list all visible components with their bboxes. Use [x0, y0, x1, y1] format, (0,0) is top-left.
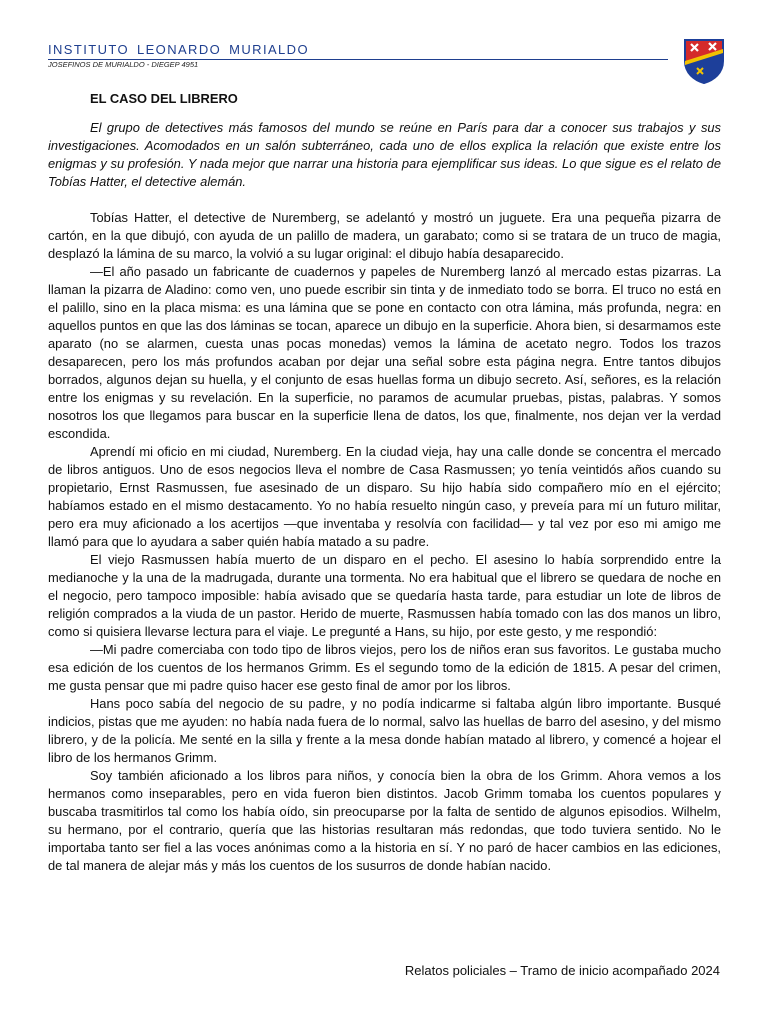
story-paragraph: —El año pasado un fabricante de cuadernos y papeles de Nuremberg lanzó al mercado estas pizarras. La llaman la pizarra de Aladino: como ven, uno puede escribir sin tinta y de inmediato todo se borra. El truco no está en el palillo, sino en la placa misma: es una lámina que se pone en contacto con otra lámina, más profunda, negra: en aquellos puntos en que las dos láminas se tocan, aparece un dibujo en la superficie. Ahora bien, si desarmamos este aparato (no se alarmen, cuesta unas pocas monedas) vemos la lámina de acetato negro. Todos los trazos desaparecen, pero los más profundos acaban por dejar una señal sobre esta página negra. Entre tantos dibujos borrados, algunos dejan su huella, y el conjunto de esas huellas forma un dibujo secreto. Así, señores, es la relación entre los enigmas y su revelación. En la superficie, no paramos de acumular pruebas, pistas, palabras. Y somos nosotros los que llegamos para buscar en la superficie llena de datos, los que, finalmente, nos dejan ver la verdad escondida. [48, 264, 721, 441]
story-title: EL CASO DEL LIBRERO [90, 91, 238, 106]
story-paragraph: Tobías Hatter, el detective de Nuremberg, se adelantó y mostró un juguete. Era una pequeña pizarra de cartón, en la que dibujó, con ayuda de un palillo de madera, un garabato; como si se tratara de un truco de magia, desplazó la lámina de su marco, la volvió a su lugar original: el dibujo había desaparecido. [48, 210, 721, 261]
school-name: INSTITUTO LEONARDO MURIALDO [48, 42, 309, 57]
document-body [48, 90, 721, 875]
page-header [48, 42, 668, 70]
story-intro: El grupo de detectives más famosos del mundo se reúne en París para dar a conocer sus trabajos y sus investigaciones. Acomodados en un salón subterráneo, cada uno de ellos explica la relación que existe entre los enigmas y su profesión. Y nada mejor que narrar una historia para ejemplificar sus ideas. Lo que sigue es el relato de Tobías Hatter, el detective alemán. [48, 120, 721, 189]
school-crest-icon [683, 37, 725, 85]
story-paragraph: —Mi padre comerciaba con todo tipo de libros viejos, pero los de niños eran sus favoritos. Le gustaba mucho esa edición de los cuentos de los hermanos Grimm. Es el segundo tomo de la edición de 1815. A pesar del crimen, me gusta pensar que mi padre quiso hacer ese gesto final de amor por los libros. [48, 642, 721, 693]
story-paragraph: El viejo Rasmussen había muerto de un disparo en el pecho. El asesino lo había sorprendido entre la medianoche y la una de la madrugada, durante una tormenta. No era habitual que el librero se quedara de noche en el negocio, pero tampoco imposible: había avisado que se quedaría hasta tarde, para estudiar un lote de libros de religión comprados a la viuda de un pastor. Herido de muerte, Rasmussen había tomado con las dos manos un libro, como si quisiera llevarse lectura para el viaje. Le pregunté a Hans, su hijo, por este gesto, y me respondió: [48, 552, 721, 639]
story-paragraph: Aprendí mi oficio en mi ciudad, Nuremberg. En la ciudad vieja, hay una calle donde se concentra el mercado de libros antiguos. Uno de esos negocios lleva el nombre de Casa Rasmussen; yo tenía veintidós años cuando su propietario, Ernst Rasmussen, fue asesinado de un disparo. Su hijo había sido compañero mío en el ejército; habíamos estado en el mismo destacamento. Yo no había resuelto ningún caso, y preveía para mí un futuro militar, pero era muy aficionado a los acertijos —que inventaba y resolvía con facilidad— y tal vez por eso mi amigo me llamó para que lo ayudara a saber quién había matado a su padre. [48, 444, 721, 549]
story-paragraph: Soy también aficionado a los libros para niños, y conocía bien la obra de los Grimm. Ahora vemos a los hermanos como inseparables, pero en vida fueron bien distintos. Jacob Grimm tomaba los cuentos populares y buscaba trasmitirlos tal como los había oído, sin preocuparse por la falta de sentido de algunos episodios. Wilhelm, su hermano, por el contrario, quería que las historias resultaran más redondas, que todo tuviera sentido. No le importaba tanto ser fiel a las voces anónimas como a la historia en sí. Y no paró de hacer cambios en las ediciones, de tal manera de alejar más y más los cuentos de los susurros de donde habían nacido. [48, 768, 721, 873]
school-subline: JOSEFINOS DE MURIALDO - DIEGEP 4951 [48, 60, 199, 69]
page-footer: Relatos policiales – Tramo de inicio acompañado 2024 [404, 963, 720, 978]
story-paragraph: Hans poco sabía del negocio de su padre, y no podía indicarme si faltaba algún libro importante. Busqué indicios, pistas que me ayuden: no había nada fuera de lo normal, salvo las huellas de barro del asesino, y del mismo librero, y de la policía. Me senté en la silla y frente a la mesa donde habían matado al librero, y comencé a hojear el libro de los hermanos Grimm. [48, 696, 721, 765]
